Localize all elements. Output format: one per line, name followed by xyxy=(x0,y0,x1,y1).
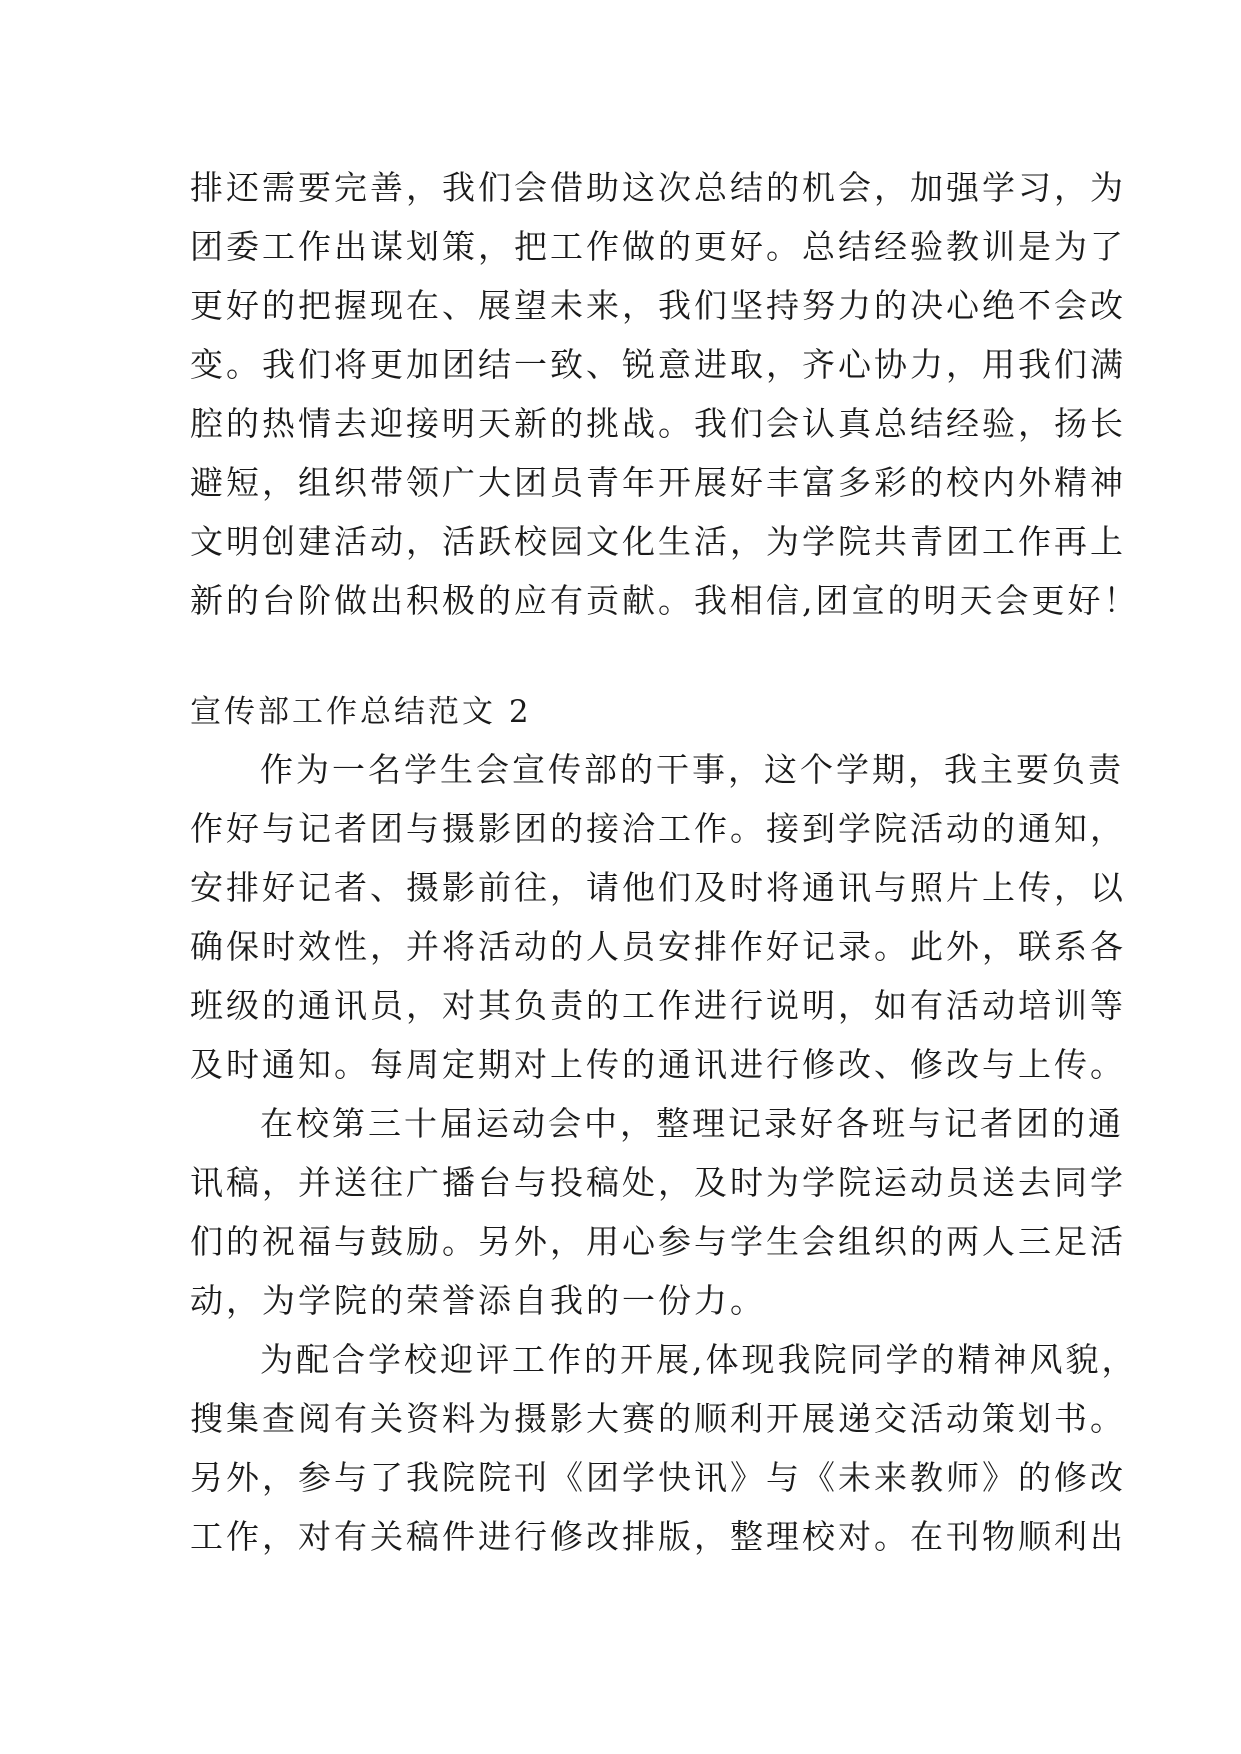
paragraph-2 xyxy=(190,1094,1126,1330)
text-line: 作好与记者团与摄影团的接洽工作。接到学院活动的通知， xyxy=(190,809,1126,848)
text-line: 更好的把握现在、展望未来，我们坚持努力的决心绝不会改 xyxy=(190,286,1126,325)
text-line: 在校第三十届运动会中，整理记录好各班与记者团的通 xyxy=(260,1104,1124,1143)
text-line: 另外，参与了我院院刊《团学快讯》与《未来教师》的修改 xyxy=(190,1458,1126,1497)
text-line: 搜集查阅有关资料为摄影大赛的顺利开展递交活动策划书。 xyxy=(190,1399,1126,1438)
text-line: 为配合学校迎评工作的开展,体现我院同学的精神风貌， xyxy=(260,1340,1138,1379)
paragraph-1 xyxy=(190,740,1126,1094)
text-line: 们的祝福与鼓励。另外，用心参与学生会组织的两人三足活 xyxy=(190,1222,1126,1261)
text-line: 班级的通讯员，对其负责的工作进行说明，如有活动培训等 xyxy=(190,986,1126,1025)
intro-paragraph xyxy=(190,158,1140,630)
section-spacer xyxy=(190,630,1070,684)
paragraph-3 xyxy=(190,1330,1138,1566)
text-line: 新的台阶做出积极的应有贡献。我相信,团宣的明天会更好！ xyxy=(190,581,1140,620)
document-body xyxy=(190,158,1140,1566)
text-line: 腔的热情去迎接明天新的挑战。我们会认真总结经验，扬长 xyxy=(190,404,1126,443)
section-heading: 宣传部工作总结范文 2 xyxy=(190,694,532,730)
text-line: 避短，组织带领广大团员青年开展好丰富多彩的校内外精神 xyxy=(190,463,1126,502)
text-line: 动，为学院的荣誉添自我的一份力。 xyxy=(190,1281,766,1320)
text-line: 讯稿，并送往广播台与投稿处，及时为学院运动员送去同学 xyxy=(190,1163,1126,1202)
text-line: 安排好记者、摄影前往，请他们及时将通讯与照片上传，以 xyxy=(190,868,1126,907)
text-line: 作为一名学生会宣传部的干事，这个学期，我主要负责 xyxy=(260,750,1124,789)
text-line: 变。我们将更加团结一致、锐意进取，齐心协力，用我们满 xyxy=(190,345,1126,384)
text-line: 团委工作出谋划策，把工作做的更好。总结经验教训是为了 xyxy=(190,227,1126,266)
text-line: 及时通知。每周定期对上传的通讯进行修改、修改与上传。 xyxy=(190,1045,1126,1084)
text-line: 确保时效性，并将活动的人员安排作好记录。此外，联系各 xyxy=(190,927,1126,966)
text-line: 文明创建活动，活跃校园文化生活，为学院共青团工作再上 xyxy=(190,522,1126,561)
text-line: 工作，对有关稿件进行修改排版，整理校对。在刊物顺利出 xyxy=(190,1517,1126,1556)
text-line: 排还需要完善，我们会借助这次总结的机会，加强学习，为 xyxy=(190,168,1126,207)
